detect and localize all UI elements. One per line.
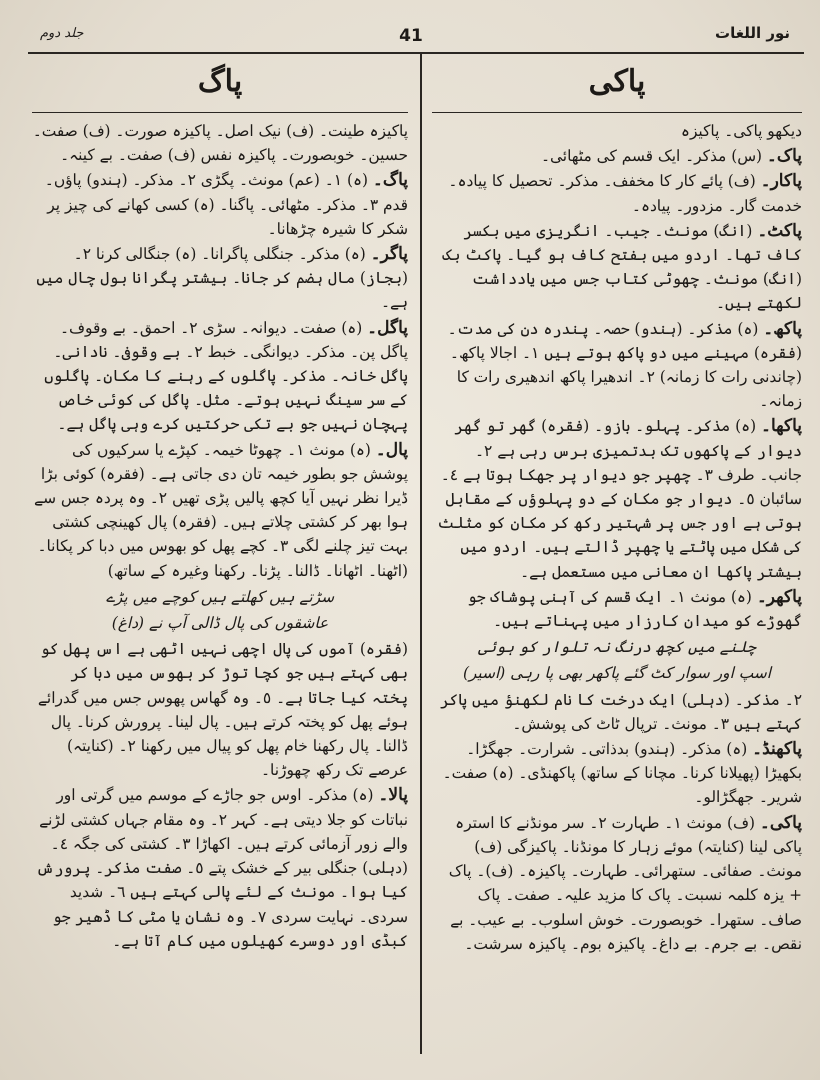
dictionary-entry — [32, 242, 408, 315]
page-number: 41 — [399, 26, 423, 46]
entry-headword: پاکھا۔ — [761, 416, 802, 437]
dictionary-entry — [32, 637, 408, 782]
dictionary-entry — [432, 811, 802, 956]
verse-line: سڑتے ہیں کھلتے ہیں کوچے میں پڑے — [105, 587, 335, 606]
entry-definition: (ہ) مونث ١۔ ایک قسم کی آہنی پوشاک جو گھوڑے کو میدان کارزار میں پہناتے ہیں۔ — [467, 587, 802, 631]
entry-headword: پال۔ — [375, 439, 408, 460]
dictionary-entry — [432, 737, 802, 810]
entry-headword: پاگ۔ — [372, 170, 408, 191]
entry-headword: پاکھر۔ — [756, 586, 802, 607]
dictionary-entry — [32, 119, 408, 167]
volume-label: جلد دوم — [40, 26, 84, 41]
verse-line: اسپ اور سوار کٹ گئے پاکھر بھی پا رہی (اسیر) — [462, 664, 772, 683]
entry-headword: پاگل۔ — [367, 317, 408, 338]
entry-definition: ٢۔ مذکر۔ (دہلی) ایک درخت کا نام لکھنؤ میں پاکر کہتے ہیں ٣۔ مونث۔ ترپال ٹاٹ کی پوشش۔ — [440, 690, 802, 733]
book-title: نور اللغات — [715, 24, 790, 42]
entry-definition: (فقرہ) آموں کی پال اچھی نہیں اٹھی ہے اس پھل کو بھی کہتے ہیں جو کچا توڑ کر بھوس میں دبا کر پختہ کیا جاتا ہے۔ ٥۔ وہ گھاس پھوس جس میں گدرائے ہوئے پھل کو پختہ کرتے ہیں۔ پال لینا۔ پرورش کرنا۔ پال ڈالنا۔ پال رکھنا خام پھل کو پیال میں رکھنا ٢۔ (کنایتہ) عرصے تک رکھ چھوڑنا۔ — [37, 640, 408, 780]
entry-definition: دیکھو پاکی۔ پاکیزہ — [680, 122, 802, 140]
dictionary-entry — [32, 168, 408, 241]
entry-definition: (س) مذکر۔ ایک قسم کی مٹھائی۔ — [540, 147, 762, 166]
dictionary-entry — [32, 316, 408, 437]
header-rule — [28, 52, 804, 54]
entry-definition: (ہ) مذکر۔ اوس جو جاڑے کے موسم میں گرتی اور نباتات کو جلا دیتی ہے۔ کہر ٢۔ وہ مقام جہاں کشتی لڑنے والے زور آزمائی کرتے ہیں۔ اکھاڑا ٣۔ کشتی کی جگہ ٤۔ (دہلی) جنگلی بیر کے خشک پتے ٥۔ صفت مذکر۔ پرورش کیا ہوا۔ مونث کے لئے پالی کہتے ہیں ٦۔ شدید سردی۔ نہایت سردی ٧۔ وہ نشان یا مٹی کا ڈھیر جو کبڈی اور دوسرے کھیلوں میں کام آتا ہے۔ — [36, 786, 408, 950]
left-column — [32, 60, 408, 1065]
dictionary-entry — [432, 144, 802, 168]
right-column — [432, 60, 802, 1065]
entry-definition: (ہ) صفت۔ دیوانہ۔ سڑی ٢۔ احمق۔ بے وقوف۔ پاگل پن۔ مذکر۔ دیوانگی۔ خبط ٢۔ بے وقوفی۔ نادانی۔ پاگل خانہ۔ مذکر۔ پاگلوں کے رہنے کا مکان۔ پاگلوں کے سر سینگ نہیں ہوتے۔ مثل۔ پاگل کی کوئی خاص پہچان نہیں جو بے تکی حرکتیں کرے وہی پاگل ہے۔ — [44, 318, 408, 434]
dictionary-entry — [32, 783, 408, 952]
entry-headword: پاکھ۔ — [763, 318, 802, 339]
left-column-title: پاگ — [32, 60, 408, 113]
entry-definition: (ہ) مذکر۔ جنگلی پاگرانا۔ (ہ) جنگالی کرنا ٢۔ (بجاز) مال ہضم کر جانا۔ بیشتر پگرانا بول چال میں ہے۔ — [36, 245, 408, 312]
entry-definition: (ف) پائے کار کا مخفف۔ مذکر۔ تحصیل کا پیادہ۔ خدمت گار۔ مزدور۔ پیادہ۔ — [448, 172, 802, 215]
entry-headword: پاک۔ — [766, 146, 802, 167]
dictionary-entry — [432, 585, 802, 633]
dictionary-entry — [432, 169, 802, 217]
verse-line: عاشقوں کی پال ڈالی آپ نے (داغ) — [111, 614, 329, 633]
entry-definition: پاکیزہ طینت۔ (ف) نیک اصل۔ پاکیزہ صورت۔ (ف) صفت۔ حسین۔ خوبصورت۔ پاکیزہ نفس (ف) صفت۔ بے کینہ۔ — [32, 122, 408, 165]
entry-headword: پاگر۔ — [370, 244, 408, 265]
dictionary-entry — [432, 317, 802, 414]
entry-definition: (ہ) مونث ١۔ چھوٹا خیمہ۔ کپڑے یا سرکیوں کی پوشش جو بطور خیمہ تان دی جاتی ہے۔ (فقرہ) کوئی بڑا ڈیرا نظر نہیں آیا کچھ پالیں پڑی تھیں ٢۔ وہ پردہ جس سے ہوا بھر کر کشتی چلاتے ہیں۔ (فقرہ) پال کھینچی کشتی بہت تیز چلنے لگی ٣۔ کچے پھل کو بھوس میں دبا کر پکانا۔ (اٹھنا۔ اٹھانا۔ ڈالنا۔ پڑنا۔ رکھنا وغیرہ کے ساتھ) — [34, 440, 408, 580]
column-divider — [420, 54, 422, 1054]
entry-headword: پاکی۔ — [759, 812, 802, 833]
entry-definition: (ہ) ١۔ (عم) مونث۔ پگڑی ٢۔ مذکر۔ (ہندو) پاؤں۔ قدم ٣۔ مذکر۔ مٹھائی۔ پاگنا۔ (ہ) کسی کھانے کی چیز پر شکر کا شیرہ چڑھانا۔ — [44, 171, 408, 238]
right-column-body — [432, 119, 802, 956]
dictionary-entry — [432, 119, 802, 143]
page-header — [0, 20, 820, 60]
entry-headword: پاکھنڈ۔ — [752, 739, 802, 760]
entry-definition: (ہ) مذکر۔ (ہندو) حصہ۔ پندرہ دن کی مدت۔ (فقرہ) مہینے میں دو پاکھ ہوتے ہیں ١۔ اجالا پاکھ۔ (چاندنی رات کا زمانہ) ٢۔ اندھیرا پاکھ اندھیری رات کا زمانہ۔ — [447, 319, 802, 411]
entry-headword: پاکٹ۔ — [757, 220, 802, 241]
dictionary-entry — [432, 219, 802, 316]
dictionary-entry — [432, 414, 802, 583]
entry-definition: (ہ) مذکر۔ پہلو۔ بازو۔ (فقرہ) گھر تو گھر دیوار کے پاکھوں تک بدتمیزی برس رہی ہے ٢۔ جانب۔ طرف ٣۔ چھپر جو دیوار پر جھکا ہوتا ہے ٤۔ سائبان ٥۔ دیوار جو مکان کے دو پہلوؤں کے مقابل ہوتی ہے اور جس پر شہتیر رکھ کر مکان کو مثلث کی شکل میں پاٹتے یا چھپر ڈالتے ہیں۔ اردو میں بیشتر پاکھا ان معانی میں مستعمل ہے۔ — [437, 417, 802, 581]
entry-definition: (انگ) مونث۔ جیب۔ انگریزی میں بکسر کاف تھا۔ اردو میں بفتح کاف ہو گیا۔ پاکٹ بک (انگ) مونث۔ چھوٹی کتاب جس میں یادداشت لکھتے ہیں۔ — [442, 221, 802, 313]
entry-headword: پاکار۔ — [760, 171, 802, 192]
entry-definition: (ہ) مذکر۔ (ہندو) بدذاتی۔ شرارت۔ جھگڑا۔ بکھیڑا (پھیلانا کرنا۔ مچانا کے ساتھ) پاکھنڈی۔ (ہ) صفت۔ شریر۔ جھگڑالو۔ — [442, 740, 802, 807]
left-column-body — [32, 119, 408, 953]
dictionary-entry — [432, 688, 802, 736]
verse-line: چلنے میں کچھ درنگ نہ تلوار کو ہوئی — [478, 638, 756, 657]
entry-headword: پالا۔ — [378, 785, 408, 806]
entry-definition: (ف) مونث ١۔ طہارت ٢۔ سر مونڈنے کا استرہ پاکی لینا (کنایتہ) موئے زہار کا مونڈنا۔ پاکیزگی (ف) مونث۔ صفائی۔ ستھرائی۔ طہارت۔ پاکیزہ۔ (ف)۔ پاک + یزہ کلمہ نسبت۔ پاک کا مزید علیہ۔ صفت۔ پاک صاف۔ ستھرا۔ خوبصورت۔ خوش اسلوب۔ بے عیب۔ بے نقص۔ بے جرم۔ بے داغ۔ پاکیزہ بوم۔ پاکیزہ سرشت۔ — [448, 813, 802, 953]
right-column-title: پاکی — [432, 60, 802, 113]
dictionary-entry — [32, 438, 408, 583]
